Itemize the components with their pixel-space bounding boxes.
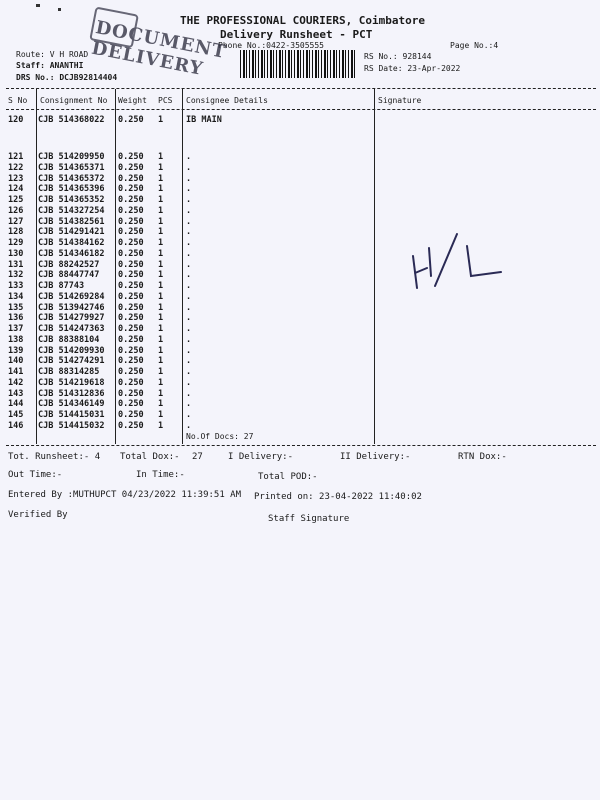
row-sno: 125 xyxy=(8,195,24,205)
row-pcs: 1 xyxy=(158,238,164,248)
row-sno: 121 xyxy=(8,152,24,162)
row-consignee: . xyxy=(186,302,192,313)
col-sno: S No xyxy=(8,96,28,105)
row-weight: 0.250 xyxy=(118,227,144,238)
row-sno: 136 xyxy=(8,313,24,324)
row-pcs: 1 xyxy=(158,420,164,431)
row-sno: 138 xyxy=(8,334,24,345)
row-weight: 0.250 xyxy=(118,302,144,313)
row-weight: 0.250 xyxy=(118,281,144,291)
row-consignment: CJB 514209950 xyxy=(38,152,105,162)
row-pcs: 1 xyxy=(158,345,164,356)
row-consignee: . xyxy=(186,345,192,356)
row-sno: 145 xyxy=(8,410,24,420)
barcode xyxy=(240,50,356,78)
col-line-3 xyxy=(182,89,183,444)
row-weight: 0.250 xyxy=(118,313,144,324)
row-consignee: . xyxy=(186,420,192,431)
row-weight: 0.250 xyxy=(118,420,144,431)
row-weight: 0.250 xyxy=(118,195,144,205)
row-consignment: CJB 514365371 xyxy=(38,162,105,173)
row-sno: 135 xyxy=(8,302,24,313)
row-consignment: CJB 514219618 xyxy=(38,377,105,388)
row-sno: 137 xyxy=(8,324,24,334)
entered-by: Entered By :MUTHUPCT 04/23/2022 11:39:51 AM xyxy=(8,490,241,500)
row-consignment: CJB 514274291 xyxy=(38,356,105,367)
rs-date: RS Date: 23-Apr-2022 xyxy=(364,64,461,73)
tot-runsheet: Tot. Runsheet:- 4 xyxy=(8,452,101,462)
row-sno: 129 xyxy=(8,238,24,248)
row-consignee: IB MAIN xyxy=(186,115,222,125)
rs-number: RS No.: 928144 xyxy=(364,52,432,61)
row-consignment: CJB 514365396 xyxy=(38,184,105,195)
col-signature: Signature xyxy=(378,96,422,105)
handwritten-signature xyxy=(405,228,505,308)
row-sno: 140 xyxy=(8,356,24,367)
row-pcs: 1 xyxy=(158,324,164,334)
total-pod: Total POD:- xyxy=(258,472,318,482)
row-consignment: CJB 87743 xyxy=(38,281,85,291)
row-consignment: CJB 514247363 xyxy=(38,324,105,334)
row-pcs: 1 xyxy=(158,259,164,270)
divider-top xyxy=(6,88,596,89)
printed-on: Printed on: 23-04-2022 11:40:02 xyxy=(254,492,422,502)
col-line-1 xyxy=(36,89,37,444)
row-weight: 0.250 xyxy=(118,356,144,367)
row-consignment: CJB 514382561 xyxy=(38,216,105,227)
rtn-dox: RTN Dox:- xyxy=(458,452,507,462)
row-consignee: . xyxy=(186,410,192,420)
row-consignee: . xyxy=(186,259,192,270)
row-weight: 0.250 xyxy=(118,324,144,334)
row-consignee: . xyxy=(186,291,192,302)
row-sno: 122 xyxy=(8,162,24,173)
row-consignment: CJB 514415032 xyxy=(38,420,105,431)
row-consignee: . xyxy=(186,195,192,205)
row-consignee: . xyxy=(186,227,192,238)
row-consignee: . xyxy=(186,334,192,345)
row-consignment: CJB 514346182 xyxy=(38,248,105,259)
total-dox-value: 27 xyxy=(192,452,203,462)
row-pcs: 1 xyxy=(158,115,164,125)
row-consignee: . xyxy=(186,173,192,184)
scan-speck xyxy=(58,8,61,11)
staff-signature: Staff Signature xyxy=(268,514,350,524)
row-sno: 127 xyxy=(8,216,24,227)
row-consignee: . xyxy=(186,324,192,334)
row-pcs: 1 xyxy=(158,270,164,281)
row-pcs: 1 xyxy=(158,205,164,216)
row-consignee: . xyxy=(186,367,192,377)
row-pcs: 1 xyxy=(158,281,164,291)
row-sno: 120 xyxy=(8,115,24,125)
row-consignment: CJB 514291421 xyxy=(38,227,105,238)
row-sno: 142 xyxy=(8,377,24,388)
row-pcs: 1 xyxy=(158,399,164,410)
row-sno: 130 xyxy=(8,248,24,259)
phone-number: Phone No.:0422-3505555 xyxy=(218,41,324,50)
row-consignment: CJB 88447747 xyxy=(38,270,100,281)
row-consignee: . xyxy=(186,313,192,324)
row-weight: 0.250 xyxy=(118,367,144,377)
row-sno: 143 xyxy=(8,388,24,399)
row-weight: 0.250 xyxy=(118,173,144,184)
row-sno: 146 xyxy=(8,420,24,431)
row-consignee: . xyxy=(186,377,192,388)
verified-by: Verified By xyxy=(8,510,68,520)
row-consignee: . xyxy=(186,184,192,195)
row-sno: 126 xyxy=(8,205,24,216)
col-consignee: Consignee Details xyxy=(186,96,268,105)
row-pcs: 1 xyxy=(158,291,164,302)
row-weight: 0.250 xyxy=(118,388,144,399)
row-pcs: 1 xyxy=(158,216,164,227)
col-pcs: PCS xyxy=(158,96,173,105)
row-pcs: 1 xyxy=(158,367,164,377)
row-weight: 0.250 xyxy=(118,399,144,410)
row-consignment: CJB 514365352 xyxy=(38,195,105,205)
row-sno: 141 xyxy=(8,367,24,377)
row-consignee: . xyxy=(186,205,192,216)
row-consignment: CJB 514346149 xyxy=(38,399,105,410)
row-pcs: 1 xyxy=(158,388,164,399)
row-consignment: CJB 514269284 xyxy=(38,291,105,302)
row-consignment: CJB 514415031 xyxy=(38,410,105,420)
stamp-text: DOCUMENT DELIVERY xyxy=(89,17,229,80)
row-consignment: CJB 514384162 xyxy=(38,238,105,248)
row-weight: 0.250 xyxy=(118,184,144,195)
staff: Staff: ANANTHI xyxy=(16,61,84,70)
divider-bottom xyxy=(6,445,596,446)
page-number: Page No.:4 xyxy=(450,41,499,50)
row-consignee: . xyxy=(186,216,192,227)
row-consignment: CJB 514368022 xyxy=(38,115,105,125)
row-pcs: 1 xyxy=(158,377,164,388)
row-pcs: 1 xyxy=(158,356,164,367)
col-consignment: Consignment No xyxy=(40,96,108,105)
row-weight: 0.250 xyxy=(118,152,144,162)
col-line-2 xyxy=(115,89,116,444)
col-line-4 xyxy=(374,89,375,444)
out-time: Out Time:- xyxy=(8,470,63,480)
row-pcs: 1 xyxy=(158,248,164,259)
row-consignment: CJB 514327254 xyxy=(38,205,105,216)
row-weight: 0.250 xyxy=(118,334,144,345)
row-weight: 0.250 xyxy=(118,345,144,356)
scan-speck xyxy=(36,4,40,7)
row-weight: 0.250 xyxy=(118,115,144,125)
row-weight: 0.250 xyxy=(118,216,144,227)
row-consignee: . xyxy=(186,270,192,281)
row-sno: 139 xyxy=(8,345,24,356)
row-sno: 132 xyxy=(8,270,24,281)
row-consignment: CJB 513942746 xyxy=(38,302,105,313)
row-consignment: CJB 514209930 xyxy=(38,345,105,356)
row-weight: 0.250 xyxy=(118,410,144,420)
divider-header xyxy=(6,109,596,110)
row-consignee: . xyxy=(186,281,192,291)
i-delivery: I Delivery:- xyxy=(228,452,294,462)
row-sno: 128 xyxy=(8,227,24,238)
row-pcs: 1 xyxy=(158,410,164,420)
row-consignee: . xyxy=(186,238,192,248)
row-weight: 0.250 xyxy=(118,162,144,173)
row-consignment: CJB 514312836 xyxy=(38,388,105,399)
row-consignment: CJB 88314285 xyxy=(38,367,100,377)
row-pcs: 1 xyxy=(158,184,164,195)
drs-number: DRS No.: DCJB92814404 xyxy=(16,73,118,82)
row-sno: 144 xyxy=(8,399,24,410)
row-sno: 131 xyxy=(8,259,24,270)
company-name: THE PROFESSIONAL COURIERS, Coimbatore xyxy=(180,14,426,27)
row-sno: 124 xyxy=(8,184,24,195)
row-weight: 0.250 xyxy=(118,270,144,281)
row-consignment: CJB 514365372 xyxy=(38,173,105,184)
route: Route: V H ROAD xyxy=(16,50,89,59)
row-pcs: 1 xyxy=(158,162,164,173)
row-consignee: . xyxy=(186,162,192,173)
row-weight: 0.250 xyxy=(118,291,144,302)
row-consignee: . xyxy=(186,356,192,367)
row-weight: 0.250 xyxy=(118,238,144,248)
row-pcs: 1 xyxy=(158,227,164,238)
total-dox-label: Total Dox:- xyxy=(120,452,180,462)
row-consignment: CJB 514279927 xyxy=(38,313,105,324)
runsheet-title: Delivery Runsheet - PCT xyxy=(220,28,373,41)
row-sno: 133 xyxy=(8,281,24,291)
row-consignee: . xyxy=(186,388,192,399)
row-consignment: CJB 88242527 xyxy=(38,259,100,270)
row-pcs: 1 xyxy=(158,313,164,324)
in-time: In Time:- xyxy=(136,470,185,480)
row-consignee: . xyxy=(186,399,192,410)
row-pcs: 1 xyxy=(158,152,164,162)
row-weight: 0.250 xyxy=(118,205,144,216)
no-of-docs: No.Of Docs: 27 xyxy=(186,432,254,441)
row-weight: 0.250 xyxy=(118,259,144,270)
col-weight: Weight xyxy=(118,96,147,105)
row-weight: 0.250 xyxy=(118,248,144,259)
row-pcs: 1 xyxy=(158,334,164,345)
row-sno: 123 xyxy=(8,173,24,184)
row-pcs: 1 xyxy=(158,195,164,205)
row-pcs: 1 xyxy=(158,173,164,184)
row-consignment: CJB 88388104 xyxy=(38,334,100,345)
row-weight: 0.250 xyxy=(118,377,144,388)
row-consignee: . xyxy=(186,248,192,259)
row-sno: 134 xyxy=(8,291,24,302)
row-consignee: . xyxy=(186,152,192,162)
row-pcs: 1 xyxy=(158,302,164,313)
ii-delivery: II Delivery:- xyxy=(340,452,411,462)
